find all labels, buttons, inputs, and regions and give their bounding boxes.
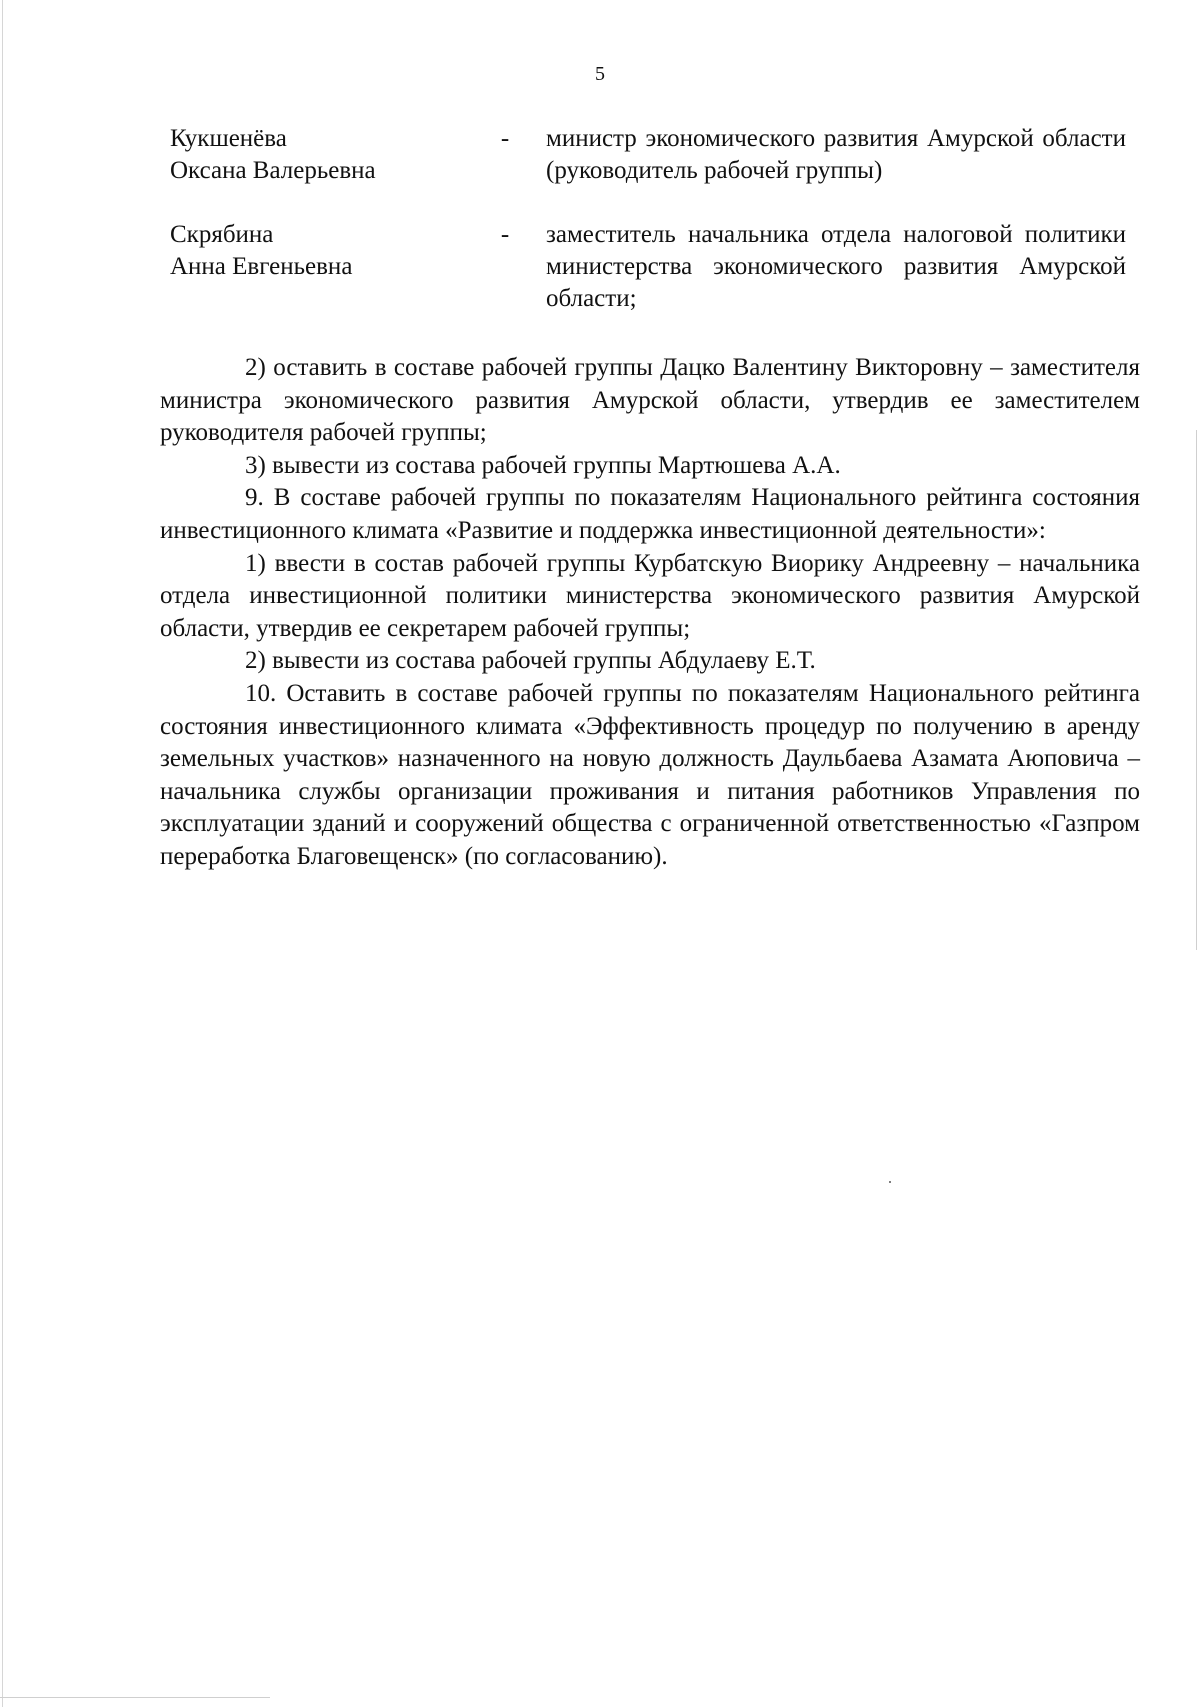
member-name	[170, 219, 470, 283]
member-surname: Скрябина	[170, 221, 274, 248]
member-surname: Кукшенёва	[170, 125, 287, 152]
paragraph-item-3-remove-martyushev: 3) вывести из состава рабочей группы Мартюшева А.А.	[245, 451, 841, 479]
paragraph-clause-10: 10. Оставить в составе рабочей группы по показателям Национального рейтинга состояния инвестиционного климата «Эффективность процедур по получению в аренду земельных участков» назначенного на новую должность Даульбаева Азамата Аюповича – начальника службы организации проживания и питания работников Управления по эксплуатации зданий и сооружений общества с ограниченной ответственностью «Газпром переработка Благовещенск» (по согласованию).	[160, 679, 1140, 870]
member-dash: -	[500, 125, 510, 152]
paragraph-item-1-add-kurbatskaya: 1) ввести в состав рабочей группы Курбатскую Виорику Андреевну – начальника отдела инвестиционной политики министерства экономического развития Амурской области, утвердив ее секретарем рабочей группы;	[160, 549, 1140, 642]
member-role: министр экономического развития Амурской области (руководитель рабочей группы)	[546, 125, 1126, 184]
member-given-names: Анна Евгеньевна	[170, 253, 353, 280]
scan-edge-left	[2, 0, 3, 1707]
scan-edge-bottom	[0, 1697, 270, 1698]
document-body	[160, 352, 1140, 874]
member-role: заместитель начальника отдела налоговой политики министерства экономического развития Амурской области;	[546, 221, 1126, 312]
page-number: 5	[595, 63, 605, 85]
member-name	[170, 123, 470, 187]
scan-speck	[889, 1181, 891, 1183]
member-dash: -	[500, 221, 510, 248]
paragraph-clause-9: 9. В составе рабочей группы по показателям Национального рейтинга состояния инвестиционного климата «Развитие и поддержка инвестиционной деятельности»:	[160, 484, 1140, 544]
scan-edge-right	[1196, 430, 1197, 950]
member-given-names: Оксана Валерьевна	[170, 157, 376, 184]
paragraph-item-2-keep-datsko: 2) оставить в составе рабочей группы Дацко Валентину Викторовну – заместителя министра экономического развития Амурской области, утвердив ее заместителем руководителя рабочей группы;	[160, 354, 1140, 447]
paragraph-item-2-remove-abdulaeva: 2) вывести из состава рабочей группы Абдулаеву Е.Т.	[245, 647, 816, 675]
